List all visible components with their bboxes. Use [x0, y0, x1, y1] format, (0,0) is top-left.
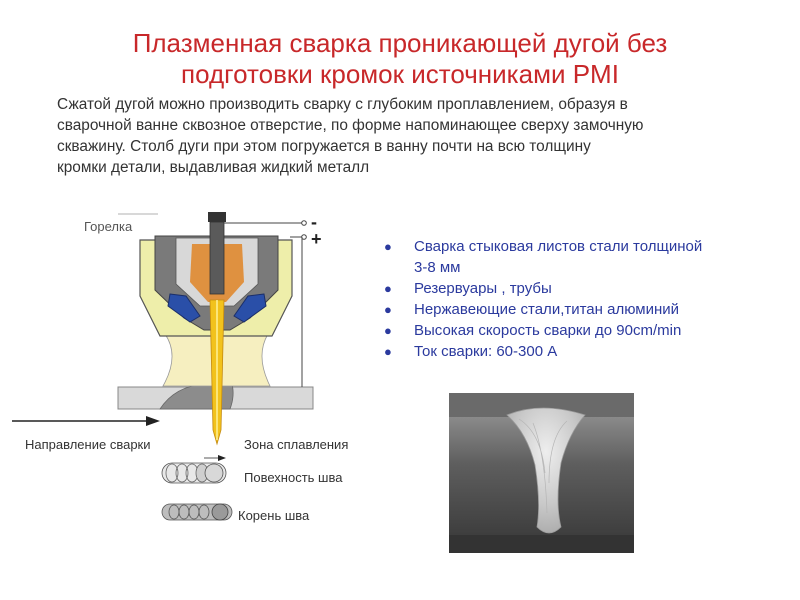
- feature-item: [380, 341, 780, 362]
- electrode: [210, 222, 224, 294]
- weld-surface-icon: [162, 463, 226, 483]
- feature-text: Высокая скорость сварки до 90cm/min: [414, 322, 682, 339]
- feature-item: [380, 320, 780, 341]
- title-line-2: подготовки кромок источниками PMI: [181, 59, 619, 89]
- direction-arrow-head: [146, 416, 160, 426]
- intro-line-1: Сжатой дугой можно производить сварку с глубоким проплавлением, образуя в: [57, 96, 628, 113]
- bullet-icon: ●: [384, 344, 392, 359]
- feature-text: Ток сварки: 60-300 А: [414, 343, 558, 360]
- bullet-icon: ●: [384, 302, 392, 317]
- feature-text: Резервуары , трубы: [414, 280, 552, 297]
- bullet-icon: ●: [384, 281, 392, 296]
- intro-line-2: сварочной ванне сквозное отверстие, по форме напоминающее сверху замочную: [57, 117, 644, 134]
- fusion-zone-label: Зона сплавления: [244, 437, 349, 452]
- title-line-1: Плазменная сварка проникающей дугой без: [132, 28, 668, 58]
- feature-item: [380, 299, 780, 320]
- electrode-clip: [208, 212, 226, 222]
- plus-sign: +: [311, 229, 322, 249]
- feature-text: Сварка стыковая листов стали толщиной: [414, 238, 703, 255]
- minus-sign: -: [311, 212, 317, 232]
- weld-root-icon: [162, 504, 232, 520]
- intro-line-3: скважину. Столб дуги при этом погружается в ванну почти на всю толщину: [57, 138, 591, 155]
- bullet-icon: ●: [384, 323, 392, 338]
- torch-label: Горелка: [84, 219, 133, 234]
- direction-label: Направление сварки: [25, 437, 151, 452]
- feature-item: [380, 236, 780, 278]
- photo-bottom-edge: [449, 535, 634, 553]
- feature-text: Нержавеющие стали,титан алюминий: [414, 301, 680, 318]
- intro-line-4: кромки детали, выдавливая жидкий металл: [57, 159, 370, 176]
- fusion-marker-tip: [218, 455, 226, 461]
- weld-cross-section-photo: [449, 393, 634, 553]
- feature-text-continued: 3-8 мм: [414, 259, 461, 276]
- bullet-icon: ●: [384, 239, 392, 254]
- weld-root-label: Корень шва: [238, 508, 310, 523]
- negative-terminal: [302, 221, 307, 226]
- feature-item: [380, 278, 780, 299]
- feature-list: [380, 236, 780, 362]
- weld-surface-label: Повехность шва: [244, 470, 343, 485]
